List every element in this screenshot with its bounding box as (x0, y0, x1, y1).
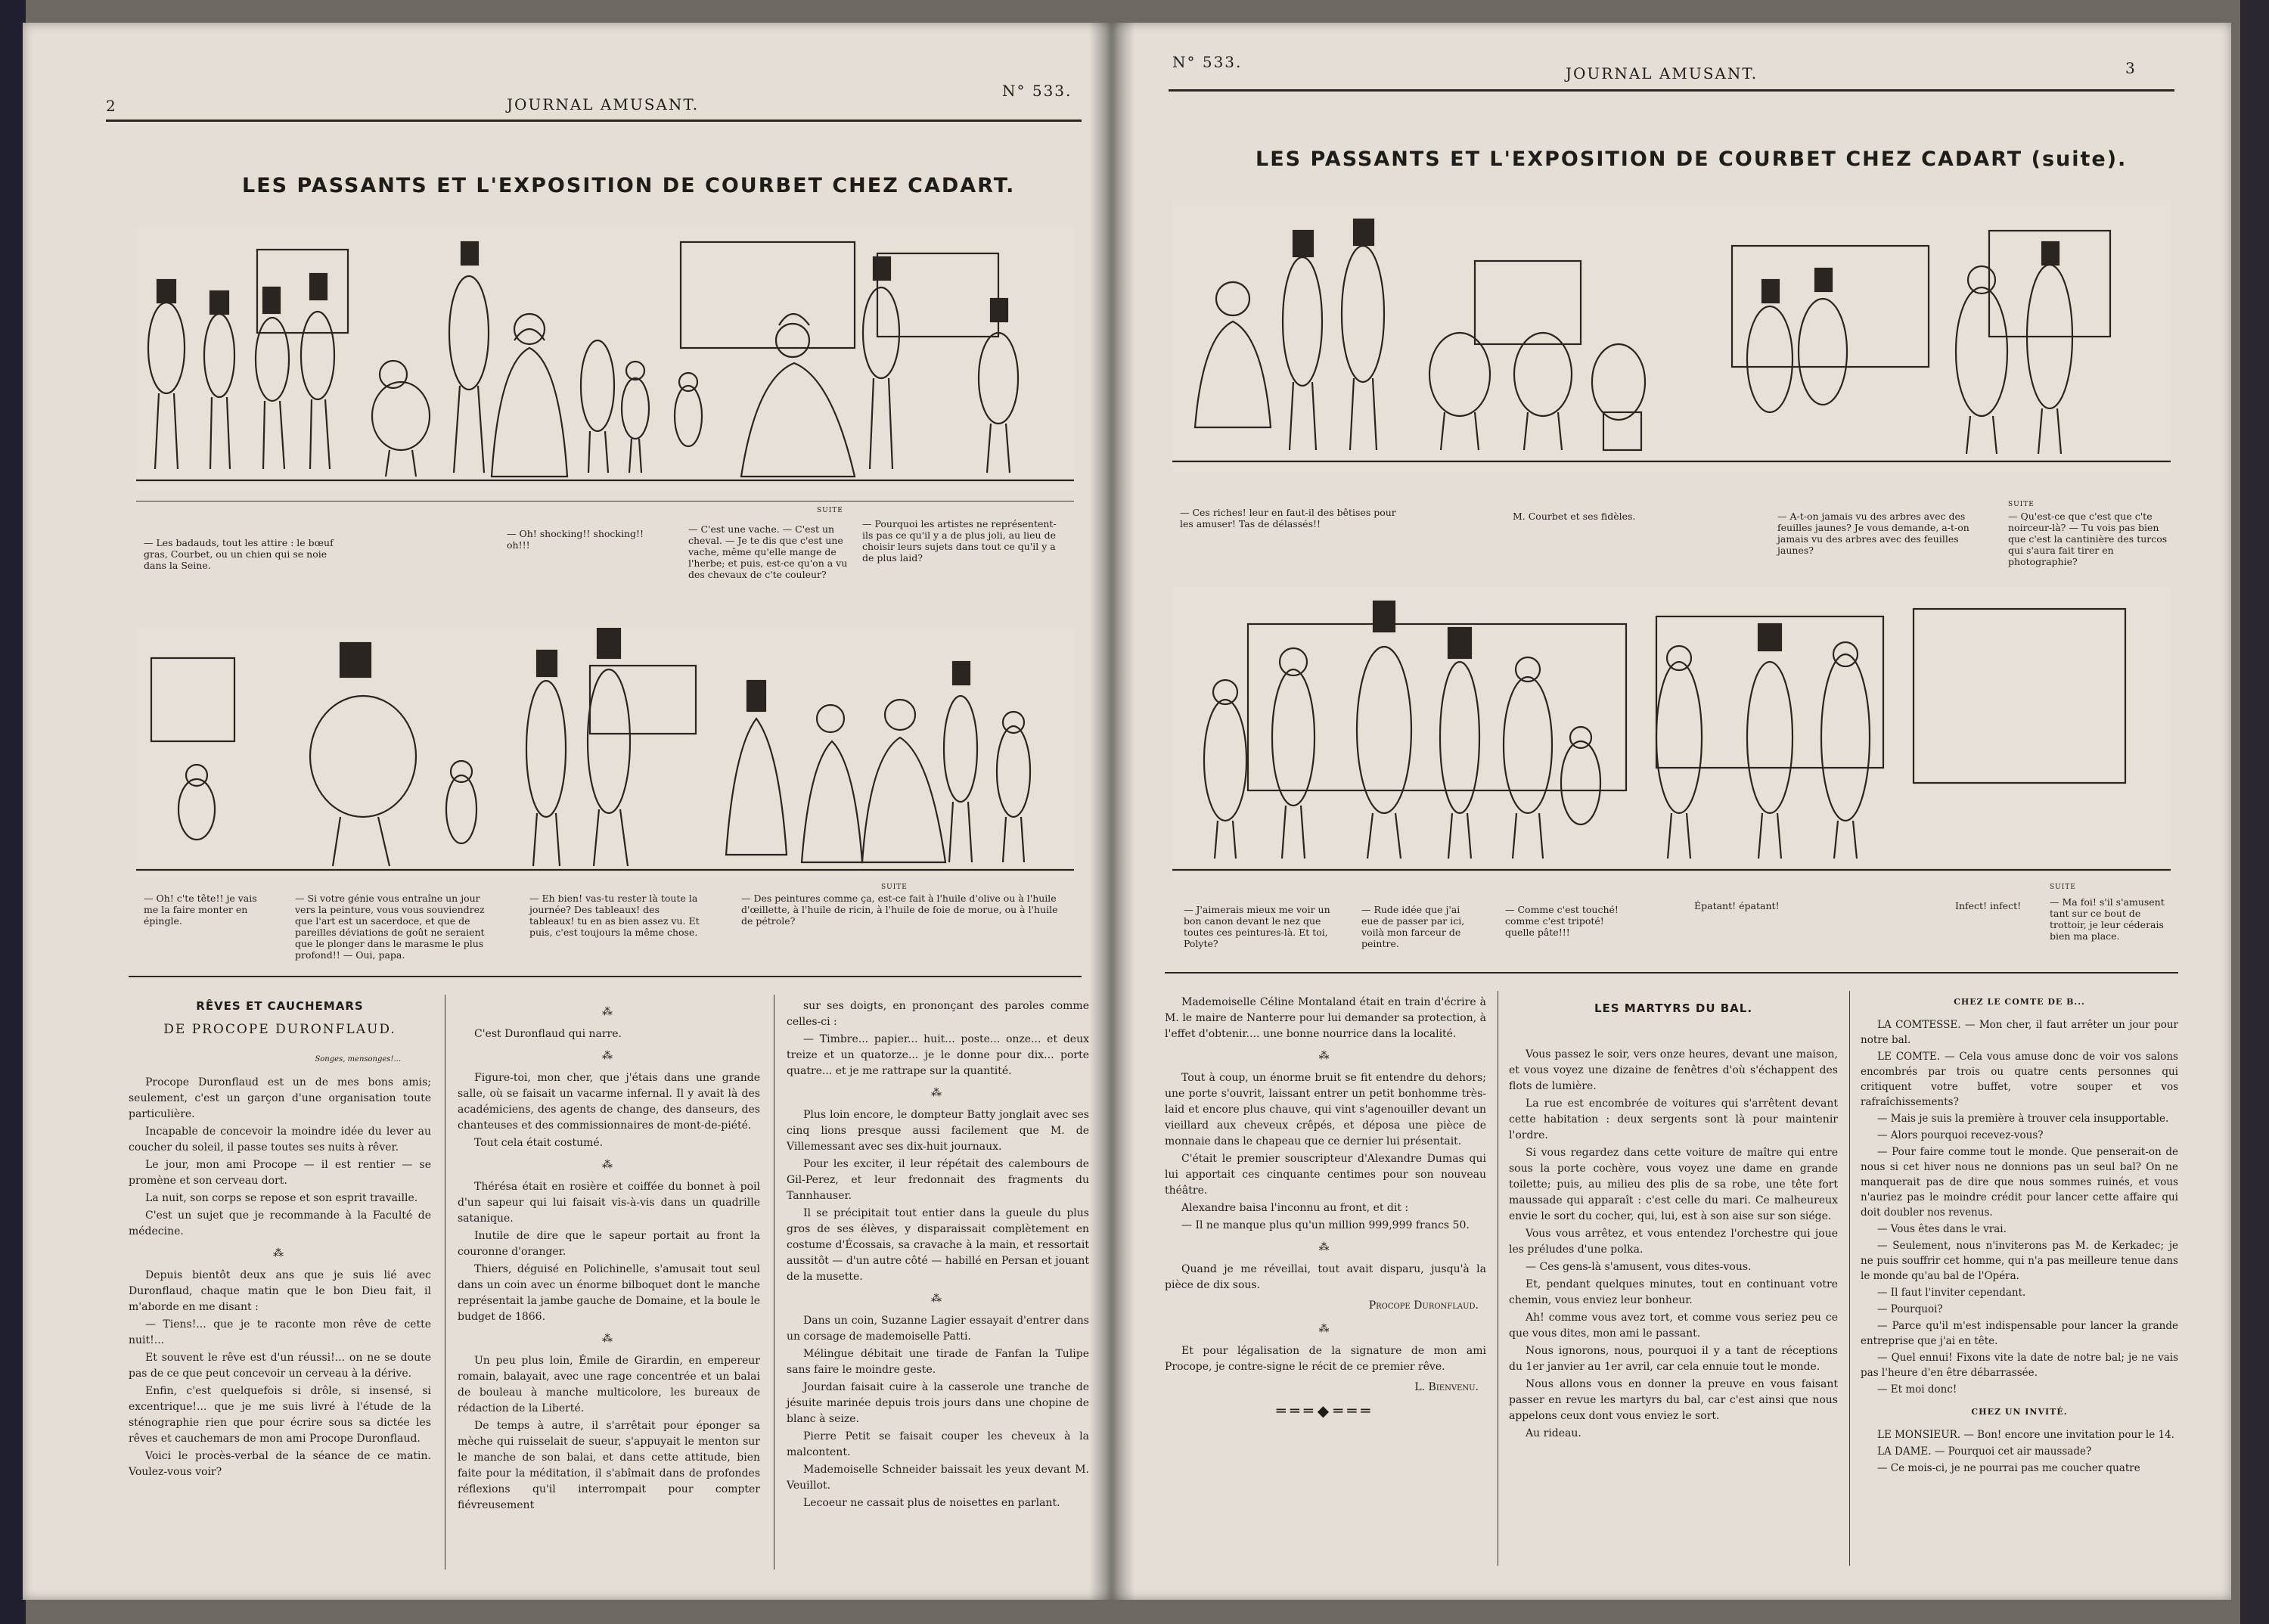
paragraph: Tout à coup, un énorme bruit se fit entendre du dehors; une porte s'ouvrit, laissant entrer un petit bonhomme très-laid et encore plus chauve, qui vint s'agenouiller devant un vieillard aux cheveux crêpés, et déposa une pièce de monnaie dans le chapeau que ce dernier lui présentait. (1165, 1072, 1486, 1147)
suite-label-1: SUITE (817, 507, 843, 514)
paragraph: Thiers, déguisé en Polichinelle, s'amusait tout seul dans un coin avec un énorme bilboquet dont le manche représentait la jambe gauche de Domaine, et la boule le budget de 1866. (458, 1263, 760, 1323)
paragraph: Thérésa était en rosière et coiffée du bonnet à poil d'un sapeur qui lui faisait vis-à-vis dans un quadrille satanique. (458, 1181, 760, 1225)
suite-label-3: SUITE (2008, 501, 2035, 508)
article-heading: RÊVES ET CAUCHEMARS (196, 999, 364, 1013)
stars-divider: ⁂ (931, 1293, 945, 1305)
column-comte (1861, 995, 2178, 1477)
journal-header: JOURNAL AMUSANT. (507, 95, 700, 113)
paragraph: Pour les exciter, il leur répétait des calembours de Gil-Perez, et leur fredonnait des fragments du Tannhauser. (787, 1158, 1089, 1202)
paragraph: Procope Duronflaud est un de mes bons amis; seulement, c'est un garçon d'une organisation toute particulière. (129, 1076, 431, 1120)
paragraph: Et souvent le rêve est d'un réussi!... on ne se doute pas de ce que peut concevoir un cerveau à la dérive. (129, 1352, 431, 1380)
page-title: LES PASSANTS ET L'EXPOSITION DE COURBET CHEZ CADART (suite). (1256, 147, 2128, 171)
caption-1-2: — Oh! shocking!! shocking!! oh!!! (507, 528, 644, 551)
paragraph: — Ce mois-ci, je ne pourrai pas me coucher quatre (1877, 1462, 2140, 1474)
section-heading: CHEZ LE COMTE DE B... (1954, 997, 2085, 1007)
paragraph: Lecoeur ne cassait plus de noisettes en parlant. (803, 1497, 1060, 1509)
paragraph: LE COMTE. — Cela vous amuse donc de voir vos salons encombrés par trois ou quatre cents personnes qui critiquent votre buffet, votre souper et vos rafraîchissements? (1861, 1051, 2178, 1108)
paragraph: C'était le premier souscripteur d'Alexandre Dumas qui lui apportait ces cinquante centimes pour son nouveau théâtre. (1165, 1153, 1486, 1197)
page-gutter (1089, 23, 1134, 1600)
paragraph: Voici le procès-verbal de la séance de ce matin. Voulez-vous voir? (129, 1450, 431, 1478)
article-subheading: DE PROCOPE DURONFLAUD. (163, 1022, 396, 1037)
stars-divider: ⁂ (602, 1333, 616, 1345)
paragraph: Ah! comme vous avez tort, et comme vous seriez peu ce que vous dites, mon ami le passant. (1509, 1312, 1838, 1340)
header-rule (106, 120, 1082, 122)
caption-3-2: M. Courbet et ses fidèles. (1513, 511, 1636, 522)
paragraph: Alexandre baisa l'inconnu au front, et dit : (1181, 1202, 1409, 1214)
stars-divider: ⁂ (1318, 1241, 1333, 1253)
column-continued (787, 998, 1089, 1513)
book-binding-left (0, 0, 26, 1624)
page-number: 2 (106, 97, 117, 115)
stars-divider: ⁂ (1318, 1323, 1333, 1335)
caption-1-4: — Pourquoi les artistes ne représentent-ils pas ce qu'il y a de plus joli, au lieu de choisir leurs sujets dans tout ce qu'il y a de plus laid? (862, 518, 1057, 564)
paragraph: Et pour légalisation de la signature de mon ami Procope, je contre-signe le récit de ce premier rêve. (1165, 1345, 1486, 1373)
paragraph: Mélingue débitait une tirade de Fanfan la Tulipe sans faire le moindre geste. (787, 1348, 1089, 1376)
paragraph: Et, pendant quelques minutes, tout en continuant votre chemin, vous enviez leur bonheur. (1509, 1278, 1838, 1306)
suite-label-4: SUITE (2050, 883, 2076, 891)
paragraph: LA COMTESSE. — Mon cher, il faut arrêter un jour pour notre bal. (1861, 1019, 2178, 1046)
paragraph: Un peu plus loin, Émile de Girardin, en empereur romain, balayait, avec une rage concentrée et un balai de bouleau à manche multicolore, les bureaux de rédaction de la Liberté. (458, 1355, 760, 1414)
paragraph: Vous vous arrêtez, et vous entendez l'orchestre qui joue les préludes d'une polka. (1509, 1228, 1838, 1256)
caption-4-6: — Ma foi! s'il s'amusent tant sur ce bout de trottoir, je leur céderais bien ma place. (2050, 896, 2165, 942)
paragraph: — Quel ennui! Fixons vite la date de notre bal; je ne vais pas l'heure d'en être débarrassée. (1861, 1352, 2178, 1379)
paragraph: Plus loin encore, le dompteur Batty jonglait avec ses cinq lions presque aussi facilement que M. de Villemessant avec ses dix-huit journaux. (787, 1109, 1089, 1153)
page-title: LES PASSANTS ET L'EXPOSITION DE COURBET CHEZ CADART. (242, 174, 1016, 197)
paragraph: — Tiens!... que je te raconte mon rêve de cette nuit!... (129, 1318, 431, 1346)
stars-divider: ⁂ (602, 1159, 616, 1171)
paragraph: Depuis bientôt deux ans que je suis lié avec Duronflaud, chaque matin que le bon Dieu fait, il m'aborde en me disant : (129, 1269, 431, 1313)
paragraph: Tout cela était costumé. (474, 1137, 604, 1149)
paragraph: — Alors pourquoi recevez-vous? (1877, 1129, 2044, 1141)
cartoon-strip-2 (136, 628, 1074, 877)
header-rule (1169, 89, 2174, 92)
section-rule (1165, 972, 2178, 973)
paragraph: sur ses doigts, en prononçant des paroles comme celles-ci : (787, 1000, 1089, 1028)
column-divider (1849, 991, 1850, 1566)
paragraph: Figure-toi, mon cher, que j'étais dans une grande salle, où se faisait un vacarme infernal. Il y avait là des académiciens, des agents de change, des danseurs, des chanteuses et des commissionnaires de mont-de-piété. (458, 1072, 760, 1132)
caption-4-4: Épatant! épatant! (1694, 900, 1780, 911)
paragraph: Nous allons vous en donner la preuve en vous faisant passer en revue les martyrs du bal, car c'est ainsi que nous appelons ceux dont vous enviez le sort. (1509, 1378, 1838, 1422)
caption-1-3: — C'est une vache. — C'est un cheval. — Je te dis que c'est une vache, même qu'elle mange de l'herbe; et puis, est-ce qu'on a vu des chevaux de c'te couleur? (688, 523, 848, 580)
caption-2-2: — Si votre génie vous entraîne un jour vers la peinture, vous vous souviendrez que l'art est un sacerdoce, et que de pareilles déviations de goût ne seraient que le plonger dans le marasme le plus profond!! — Oui, papa. (295, 893, 485, 961)
cartoon-strip-4 (1172, 586, 2171, 881)
caption-1-1: — Les badauds, tout les attire : le bœuf gras, Courbet, ou un chien qui se noie dans la Seine. (144, 537, 334, 571)
paragraph: — Ces gens-là s'amusent, vous dites-vous. (1526, 1261, 1752, 1273)
caption-2-4: — Des peintures comme ça, est-ce fait à l'huile d'olive ou à l'huile d'œillette, à l'huile de ricin, à l'huile de foie de morue, ou à l'huile de pétrole? (741, 893, 1058, 927)
paragraph: Mademoiselle Céline Montaland était en train d'écrire à M. le maire de Nanterre pour lui demander sa protection, à l'effet d'obtenir.... une bonne nourrice dans la localité. (1165, 996, 1486, 1040)
caption-3-3: — A-t-on jamais vu des arbres avec des feuilles jaunes? Je vous demande, a-t-on jamais vu des arbres avec des feuilles jaunes? (1777, 511, 1969, 556)
page-number: 3 (2125, 59, 2137, 77)
paragraph: Incapable de concevoir la moindre idée du lever au coucher du soleil, il passe toutes ses nuits à rêver. (129, 1126, 431, 1154)
paragraph: Le jour, mon ami Procope — il est rentier — se promène et son cerveau dort. (129, 1159, 431, 1187)
column-narration (458, 998, 760, 1515)
stars-divider: ⁂ (602, 1050, 616, 1062)
paragraph: — Parce qu'il m'est indispensable pour lancer la grande entreprise que j'ai en tête. (1861, 1320, 2178, 1347)
signature: Procope Duronflaud. (1368, 1300, 1479, 1312)
section-heading: CHEZ UN INVITÉ. (1971, 1407, 2068, 1417)
paragraph: Mademoiselle Schneider baissait les yeux devant M. Veuillot. (787, 1464, 1089, 1492)
caption-2-1: — Oh! c'te tête!! je vais me la faire monter en épingle. (144, 893, 257, 927)
paragraph: Il se précipitait tout entier dans la gueule du plus gros de ses élèves, y disparaissait complètement en costume d'Écossais, sa cravache à la main, et ressortait aussitôt — d'un autre côté — habillé en Persan et jouant de la musette. (787, 1207, 1089, 1283)
epigraph: Songes, mensonges!... (315, 1055, 401, 1064)
paragraph: LE MONSIEUR. — Bon! encore une invitation pour le 14. (1877, 1429, 2174, 1441)
left-page (23, 23, 1112, 1600)
paragraph: La nuit, son corps se repose et son esprit travaille. (145, 1192, 418, 1204)
paragraph: — Vous êtes dans le vrai. (1877, 1223, 2007, 1235)
stars-divider: ⁂ (273, 1247, 287, 1259)
cartoon-strip-1 (136, 227, 1074, 492)
paragraph: Vous passez le soir, vers onze heures, devant une maison, et vous voyez une dizaine de fenêtres d'où s'échappent des flots de lumière. (1509, 1048, 1838, 1092)
suite-label-2: SUITE (881, 883, 908, 891)
caption-4-3: — Comme c'est touché! comme c'est tripoté! quelle pâte!!! (1505, 904, 1619, 938)
paragraph: La rue est encombrée de voitures qui s'arrêtent devant cette habitation : deux sergents sont là pour maintenir l'ordre. (1509, 1098, 1838, 1141)
paragraph: — Mais je suis la première à trouver cela insupportable. (1877, 1113, 2169, 1125)
caption-3-4: — Qu'est-ce que c'est que c'te noirceur-là? — Tu vois pas bien que c'est la cantinière des turcos qui s'aura fait tirer en photographie? (2008, 511, 2168, 567)
paragraph: De temps à autre, il s'arrêtait pour éponger sa mèche qui ruisselait de sueur, s'appuyait le menton sur le manche de son balai, et dans cette attitude, bien faite pour la méditation, il s'abîmait dans de profondes réflexions qu'il interrompait pour compter fiévreusement (458, 1420, 760, 1511)
paragraph: C'est Duronflaud qui narre. (474, 1028, 622, 1040)
paragraph: C'est un sujet que je recommande à la Faculté de médecine. (129, 1209, 431, 1237)
column-reves-end (1165, 995, 1486, 1419)
section-rule (129, 976, 1082, 977)
caption-3-1: — Ces riches! leur en faut-il des bêtises pour les amuser! Tas de délassés!! (1180, 507, 1396, 529)
paragraph: — Seulement, nous n'inviterons pas M. de Kerkadec; je ne puis souffrir cet homme, qui n'a pas meilleure tenue dans le monde qu'au bal de l'Opéra. (1861, 1240, 2178, 1282)
paragraph: Dans un coin, Suzanne Lagier essayait d'entrer dans un corsage de mademoiselle Patti. (787, 1315, 1089, 1343)
paragraph: Jourdan faisait cuire à la casserole une tranche de jésuite marinée depuis trois jours dans une chopine de blanc à seize. (787, 1381, 1089, 1425)
right-page (1112, 23, 2231, 1600)
paragraph: Pierre Petit se faisait couper les cheveux à la malcontent. (787, 1430, 1089, 1458)
stars-divider: ⁂ (931, 1087, 945, 1099)
article-heading: LES MARTYRS DU BAL. (1594, 1001, 1753, 1015)
cartoon-strip-3 (1172, 200, 2171, 473)
caption-4-5: Infect! infect! (1955, 900, 2022, 911)
column-reves (129, 998, 431, 1482)
paragraph: — Il ne manque plus qu'un million 999,999 francs 50. (1181, 1219, 1470, 1231)
paragraph: — Pour faire comme tout le monde. Que penserait-on de nous si cet hiver nous ne donnions pas un seul bal? On ne manquerait pas de dire que nous sommes ruinés, et vous n'auriez pas le moindre crédit pour lancer cette affaire qui doit doubler nos revenus. (1861, 1146, 2178, 1219)
paragraph: Au rideau. (1526, 1427, 1581, 1439)
paragraph: Si vous regardez dans cette voiture de maître qui entre sous la porte cochère, vous voyez une dame en grande toilette; puis, au milieu des plis de sa robe, une tête fort maussade qui apparaît : c'est celle du mari. Ce malheureux envie le sort du cocher, qui, lui, est à son aise sur son siége. (1509, 1147, 1838, 1222)
stars-divider: ⁂ (602, 1006, 616, 1018)
signature: L. Bienvenu. (1414, 1381, 1479, 1393)
paragraph: — Pourquoi? (1877, 1303, 1943, 1315)
caption-2-3: — Eh bien! vas-tu rester là toute la journée? Des tableaux! des tableaux! tu en as bien assez vu. Et puis, c'est toujours la même chose. (529, 893, 700, 938)
paragraph: — Timbre... papier... huit... poste... onze... et deux treize et un quatorze... je le donne pour dix... porte quatre... et je me rattrape sur la quantité. (787, 1033, 1089, 1077)
paragraph: Nous ignorons, nous, pourquoi il y a tant de réceptions du 1er janvier au 1er avril, car cela ennuie tout le monde. (1509, 1345, 1838, 1373)
paragraph: LA DAME. — Pourquoi cet air maussade? (1877, 1445, 2092, 1458)
paragraph: Enfin, c'est quelquefois si drôle, si insensé, si excentrique!... que je me suis livré à l'étude de la sténographie rien que pour écrire sous sa dictée les rêves et cauchemars de mon ami Procope Duronflaud. (129, 1385, 431, 1445)
ornament-divider: ═══◆═══ (1276, 1402, 1375, 1420)
paragraph: Inutile de dire que le sapeur portait au front la couronne d'oranger. (458, 1230, 760, 1258)
issue-number: N° 533. (1172, 53, 1243, 71)
caption-4-2: — Rude idée que j'ai eue de passer par ici, voilà mon farceur de peintre. (1361, 904, 1465, 949)
journal-header: JOURNAL AMUSANT. (1566, 64, 1758, 82)
column-martyrs (1509, 995, 1838, 1443)
paragraph: Quand je me réveillai, tout avait disparu, jusqu'à la pièce de dix sous. (1165, 1263, 1486, 1291)
stars-divider: ⁂ (1318, 1050, 1333, 1062)
paragraph: — Et moi donc! (1877, 1383, 1957, 1396)
issue-number: N° 533. (1002, 82, 1072, 100)
book-binding-right (2240, 0, 2269, 1624)
caption-4-1: — J'aimerais mieux me voir un bon canon devant le nez que toutes ces peintures-là. Et toi, Polyte? (1184, 904, 1330, 949)
paragraph: — Il faut l'inviter cependant. (1877, 1287, 2026, 1299)
